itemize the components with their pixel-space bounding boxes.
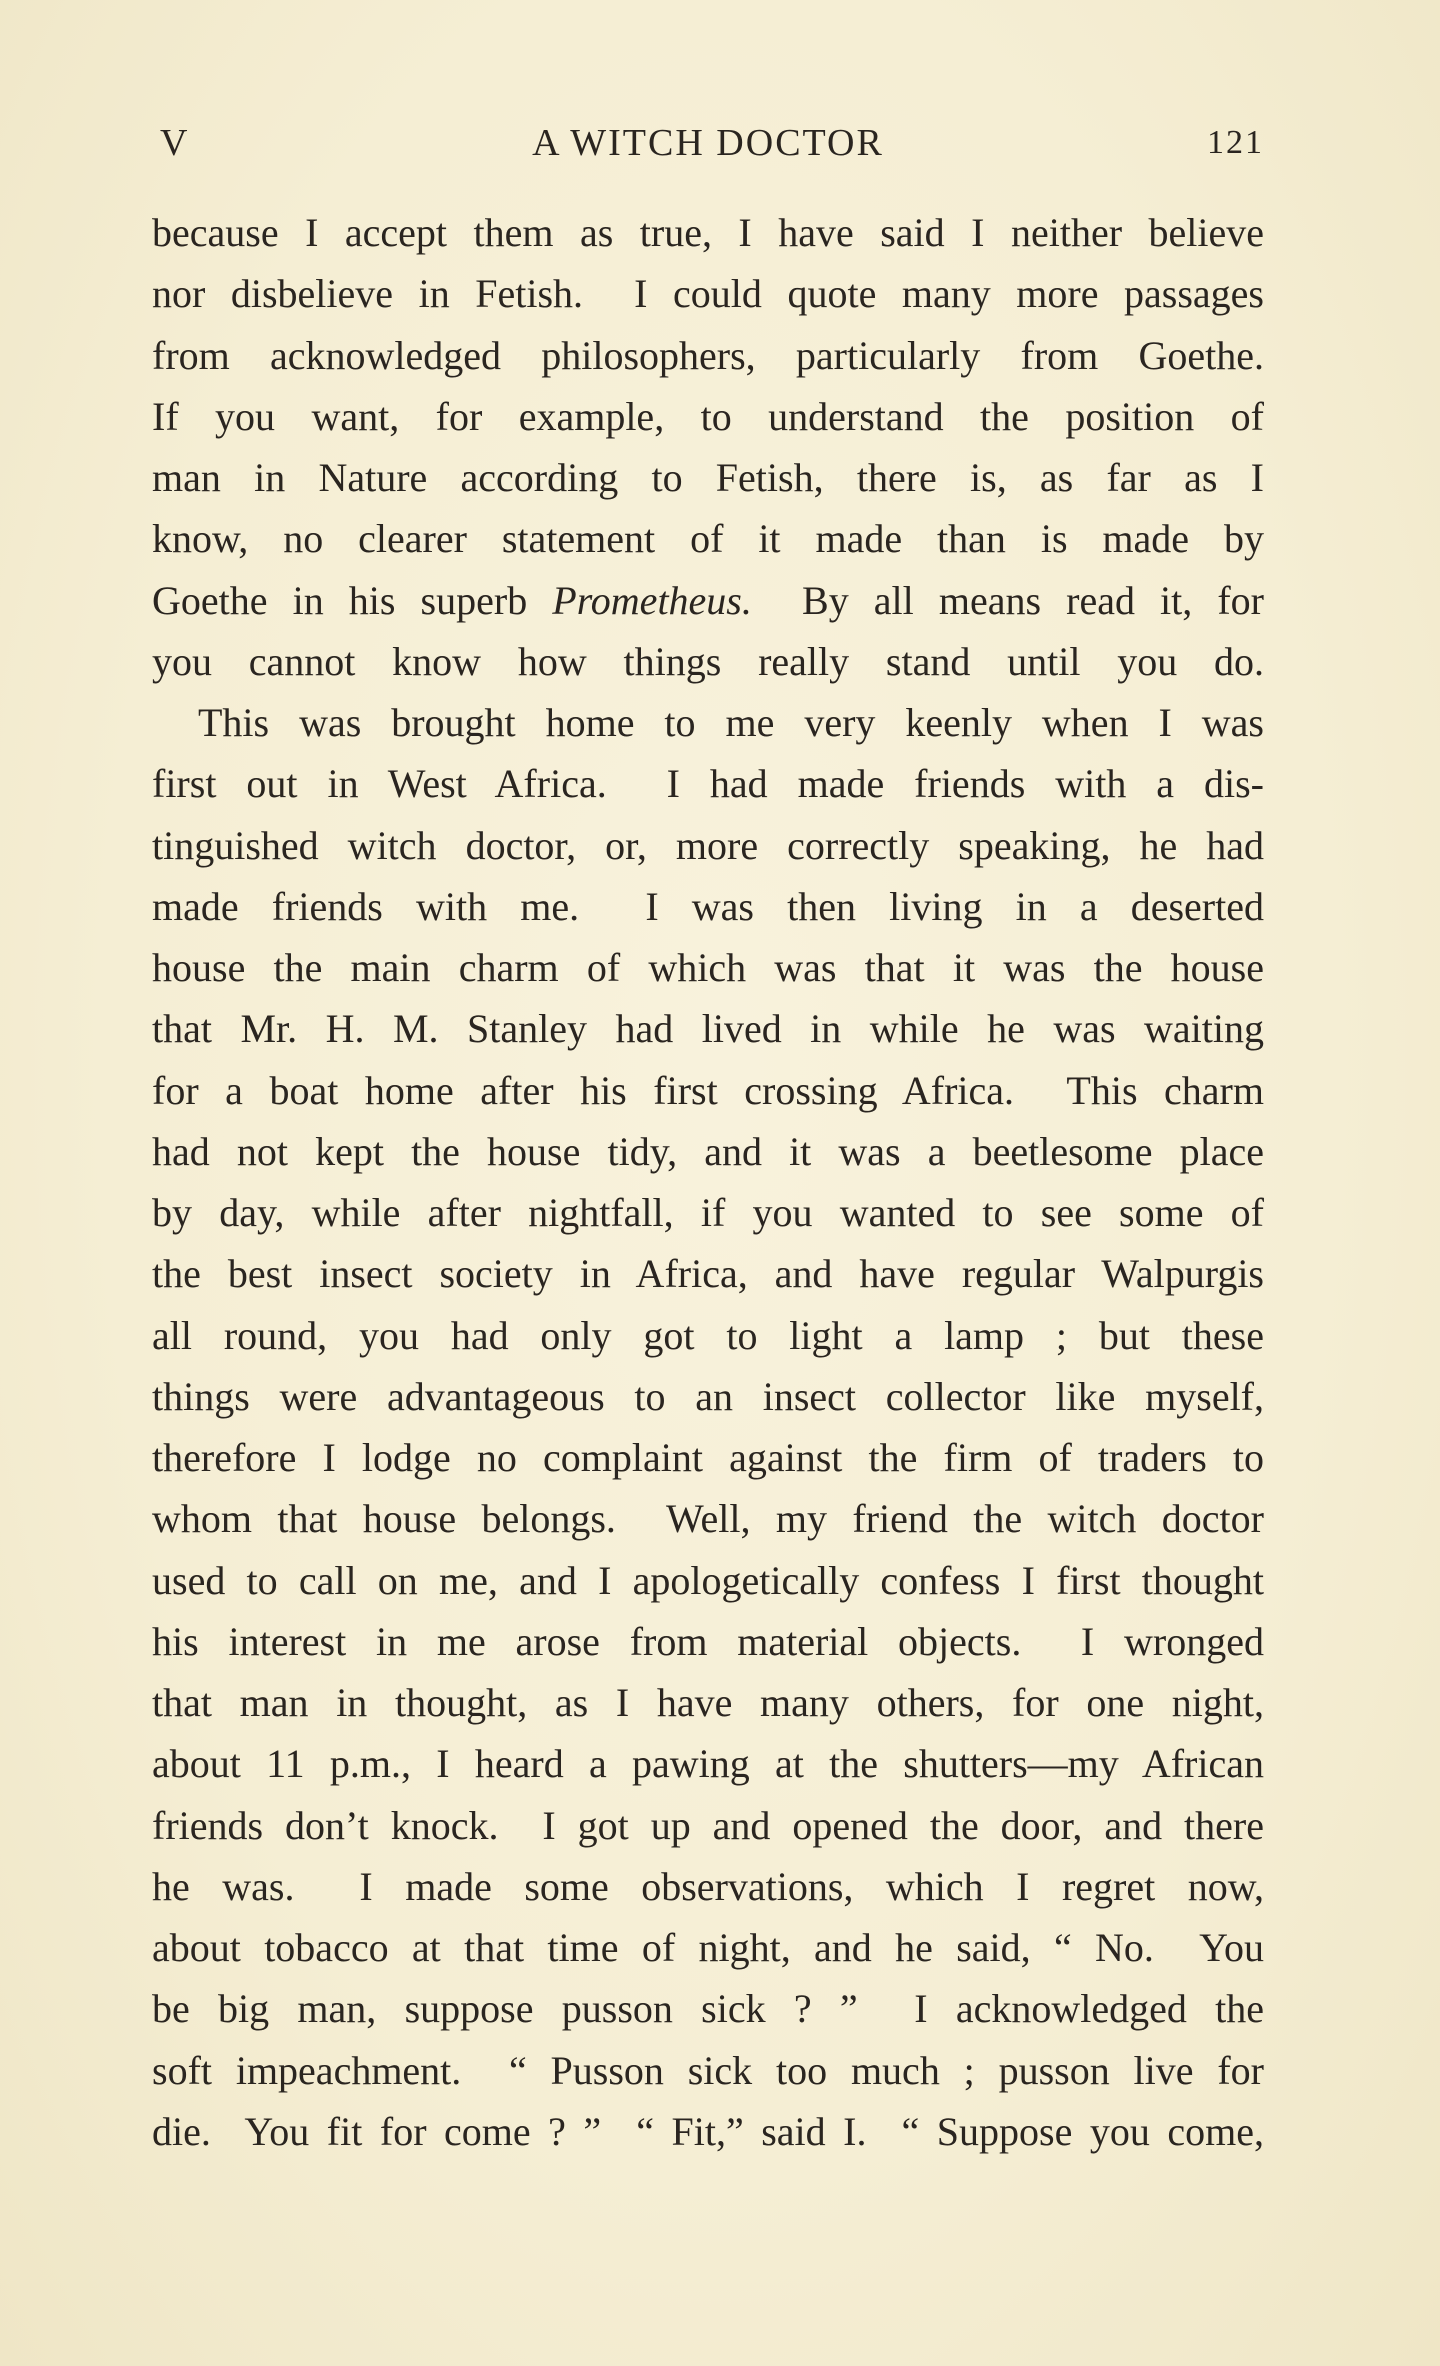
text-line: man in Nature according to Fetish, there is, as far as I [152,455,1264,500]
text-line: soft impeachment. “ Pusson sick too much ; pusson live for [152,2047,1264,2093]
text-line: about 11 p.m., I heard a pawing at the shutters—my African [152,1741,1264,1787]
text-line: first out in West Africa. I had made friends with a dis- [152,761,1264,807]
body-text [152,202,1264,2162]
text-line: made friends with me. I was then living in a deserted [152,883,1264,929]
text-line: by day, while after nightfall, if you wanted to see some of [152,1190,1264,1235]
page-number: 121 [1207,124,1264,161]
text-segment: By all means read it, for [751,577,1264,623]
text-line: his interest in me arose from material objects. I wronged [152,1618,1264,1664]
text-line: friends don’t knock. I got up and opened the door, and there [152,1802,1264,1848]
text-line: for a boat home after his first crossing Africa. This charm [152,1067,1264,1113]
text-line: because I accept them as true, I have said I neither believe [152,210,1264,255]
text-line: die. You fit for come ? ” “ Fit,” said I. “ Suppose you come, [152,2108,1264,2154]
text-line: house the main charm of which was that it was the house [152,945,1264,990]
text-line: whom that house belongs. Well, my friend the witch doctor [152,1496,1264,1542]
text-segment: Goethe in his superb [152,577,553,623]
running-head [152,118,1264,168]
text-line: tinguished witch doctor, or, more correctly speaking, he had [152,822,1264,868]
chapter-title: A WITCH DOCTOR [532,122,884,164]
text-line: be big man, suppose pusson sick ? ” I acknowledged the [152,1986,1264,2032]
text-line: This was brought home to me very keenly when I was [198,700,1264,745]
text-line: If you want, for example, to understand the position of [152,393,1264,439]
chapter-number: V [160,122,190,164]
text-line: the best insect society in Africa, and have regular Walpurgis [152,1251,1264,1297]
text-line: used to call on me, and I apologetically confess I first thought [152,1557,1264,1603]
text-line: about tobacco at that time of night, and he said, “ No. You [152,1925,1264,1970]
text-line: know, no clearer statement of it made than is made by [152,516,1264,562]
text-line: nor disbelieve in Fetish. I could quote many more passages [152,271,1264,317]
text-line: therefore I lodge no complaint against the firm of traders to [152,1435,1264,1480]
text-line: that Mr. H. M. Stanley had lived in while he was waiting [152,1006,1264,1052]
italic-title: Prometheus. [552,577,752,623]
text-line: things were advantageous to an insect collector like myself, [152,1373,1264,1419]
text-line: all round, you had only got to light a lamp ; but these [152,1312,1264,1358]
text-line [152,570,1264,631]
text-line: from acknowledged philosophers, particularly from Goethe. [152,332,1264,378]
text-line: that man in thought, as I have many others, for one night, [152,1680,1264,1725]
text-line: had not kept the house tidy, and it was a beetlesome place [152,1128,1264,1174]
text-line: you cannot know how things really stand until you do. [152,638,1264,684]
text-line: he was. I made some observations, which I regret now, [152,1863,1264,1909]
